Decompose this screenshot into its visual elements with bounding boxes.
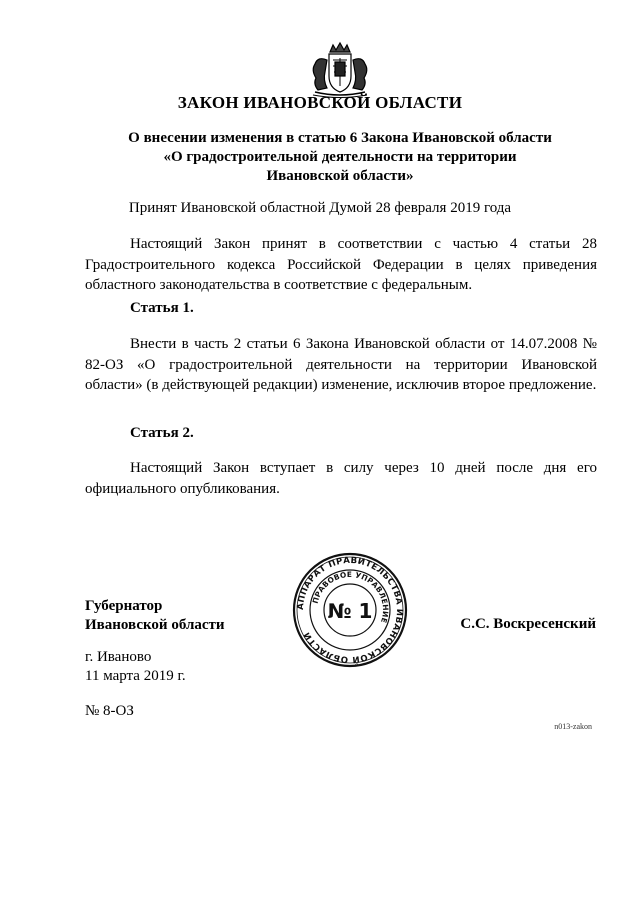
seal-number: № 1 xyxy=(327,599,373,623)
seal-inner-text: ПРАВОВОЕ УПРАВЛЕНИЕ xyxy=(310,569,391,625)
article-1-heading: Статья 1. xyxy=(130,300,194,316)
subtitle-line: О внесении изменения в статью 6 Закона Ивановской области xyxy=(128,130,552,146)
document-subtitle xyxy=(90,129,590,186)
subtitle-line: «О градостроительной деятельности на территории xyxy=(163,149,517,165)
signer-name: С.С. Воскресенский xyxy=(460,616,596,632)
adoption-line: Принят Ивановской областной Думой 28 февраля 2019 года xyxy=(128,200,512,216)
official-seal-icon xyxy=(290,550,410,670)
document-code: n013-zakon xyxy=(554,722,592,731)
seal-outer-text: АППАРАТ ПРАВИТЕЛЬСТВА ИВАНОВСКОЙ ОБЛАСТИ xyxy=(295,555,405,665)
law-number: № 8-ОЗ xyxy=(85,703,134,719)
signer-position xyxy=(85,597,225,635)
intro-paragraph: Настоящий Закон принят в соответствии с частью 4 статьи 28 Градостроительного кодекса Российской Федерации в целях приведения областного законодательства в соответствие с федеральным. xyxy=(85,236,597,293)
article-2-heading: Статья 2. xyxy=(130,425,194,441)
subtitle-line: Ивановской области» xyxy=(266,168,414,184)
coat-of-arms-icon xyxy=(303,40,377,98)
article-1-text: Внести в часть 2 статьи 6 Закона Ивановской области от 14.07.2008 № 82-ОЗ «О градостроительной деятельности на территории Ивановской области» (в действующей редакции) изменение, исключив второе предложение. xyxy=(85,336,597,393)
signer-position-line: Ивановской области xyxy=(85,617,225,633)
signer-position-line: Губернатор xyxy=(85,598,163,614)
document-title: ЗАКОН ИВАНОВСКОЙ ОБЛАСТИ xyxy=(177,93,463,112)
article-2-text: Настоящий Закон вступает в силу через 10 дней после дня его официального опубликования. xyxy=(85,460,597,497)
place: г. Иваново xyxy=(85,649,152,665)
place-date xyxy=(85,648,186,686)
date: 11 марта 2019 г. xyxy=(85,668,186,684)
